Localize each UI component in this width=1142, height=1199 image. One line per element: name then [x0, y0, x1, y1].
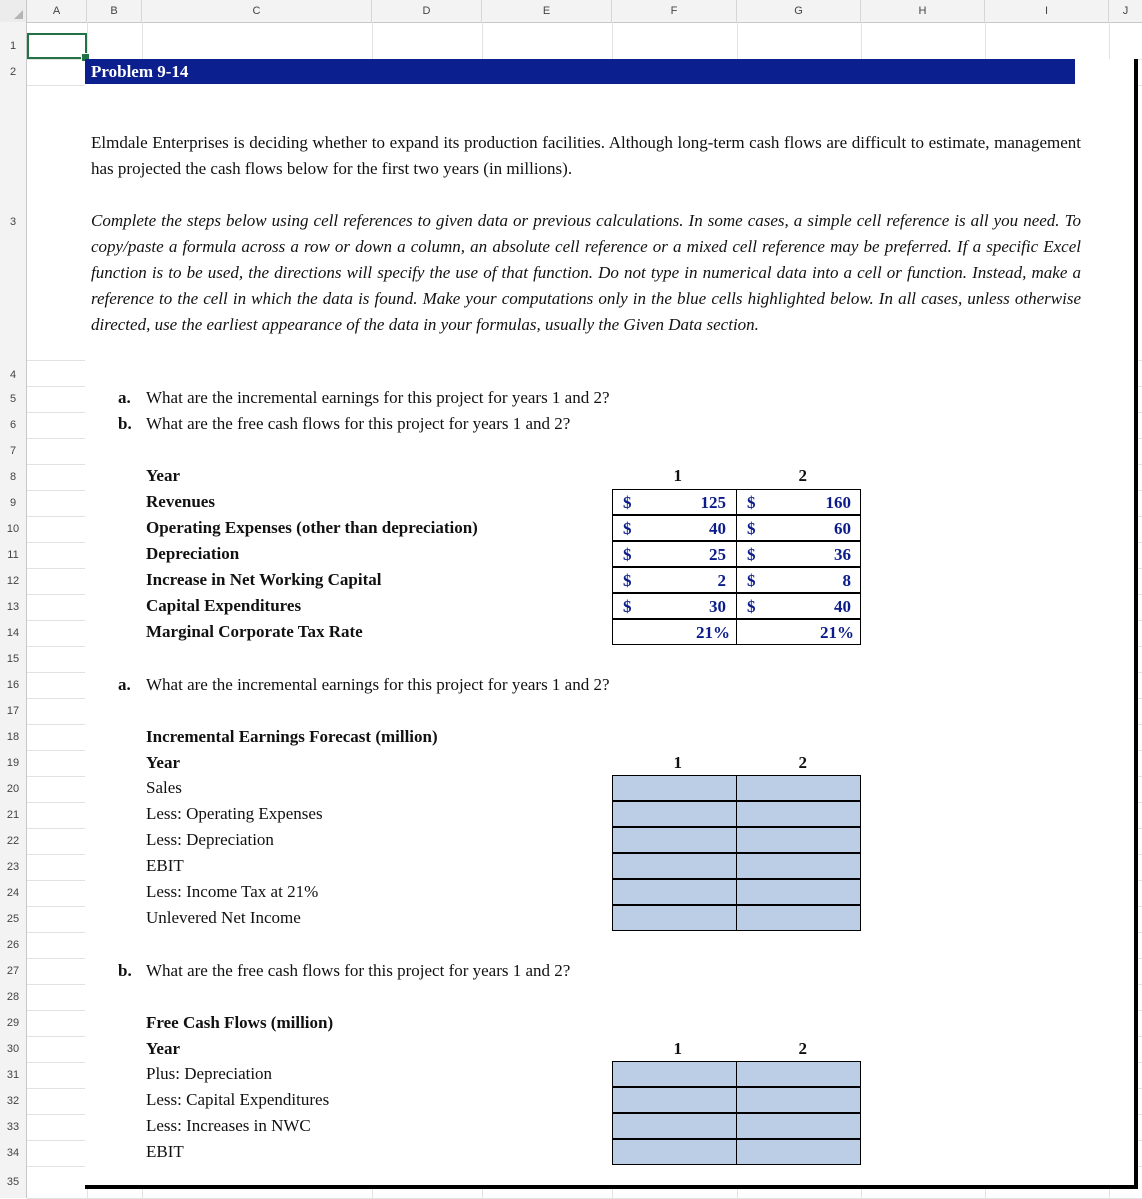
- row-header-2[interactable]: 2: [9, 66, 17, 78]
- row-header-20[interactable]: 20: [6, 783, 20, 795]
- currency-symbol: $: [623, 493, 632, 512]
- given-value: 36: [834, 545, 851, 564]
- given-year-2: 2: [798, 466, 807, 485]
- selected-cell-a1[interactable]: [27, 33, 87, 59]
- row-header-5[interactable]: 5: [9, 393, 17, 405]
- earnings-input-cell-year-2[interactable]: [736, 827, 861, 853]
- row-header-1[interactable]: 1: [9, 40, 17, 52]
- given-row-y2-cell[interactable]: [736, 593, 861, 619]
- column-header-h[interactable]: H: [861, 0, 985, 22]
- currency-symbol: $: [623, 545, 632, 564]
- earnings-row-label: Less: Operating Expenses: [146, 804, 323, 823]
- currency-symbol: $: [747, 493, 756, 512]
- fcf-input-cell-year-2[interactable]: [736, 1113, 861, 1139]
- earnings-year-label: Year: [146, 753, 180, 772]
- intro-paragraph: Elmdale Enterprises is deciding whether to expand its production facilities. Although long-term cash flows are difficult to estimate, management has projected the cash flows below for the first two years (in millions).: [91, 133, 1081, 178]
- column-header-i[interactable]: I: [985, 0, 1109, 22]
- instructions-paragraph: Complete the steps below using cell references to given data or previous calculations. In some cases, a simple cell reference is all you need. To copy/paste a formula across a row or down a column, an absolute cell reference or a mixed cell reference may be preferred. If a specific Excel function is to be used, the directions will specify the use of that function. Do not type in numerical data into a cell or function. Instead, make a reference to the cell in which the data is found. Make your computations only in the blue cells highlighted below. In all cases, unless otherwise directed, use the earliest appearance of the data in your formulas, usually the Given Data section.: [91, 211, 1081, 334]
- earnings-input-cell-year-2[interactable]: [736, 775, 861, 801]
- earnings-input-cell-year-1[interactable]: [612, 801, 737, 827]
- row-header-3[interactable]: 3: [9, 216, 17, 228]
- fcf-year-2: 2: [798, 1039, 807, 1058]
- column-header-j[interactable]: J: [1122, 5, 1129, 17]
- earnings-year-1: 1: [673, 753, 682, 772]
- given-row-label: Depreciation: [146, 544, 240, 563]
- column-header-e[interactable]: E: [482, 0, 612, 22]
- row-header-6[interactable]: 6: [9, 419, 17, 431]
- row-header-10[interactable]: 10: [6, 523, 20, 535]
- given-value: 8: [842, 571, 851, 590]
- earnings-input-cell-year-1[interactable]: [612, 853, 737, 879]
- column-header-bar: [0, 0, 1142, 23]
- column-header-b[interactable]: B: [87, 0, 142, 22]
- given-row-label: Operating Expenses (other than depreciation): [146, 518, 478, 537]
- given-year-label: Year: [146, 466, 180, 485]
- row-header-24[interactable]: 24: [6, 887, 20, 899]
- fcf-input-cell-year-2[interactable]: [736, 1139, 861, 1165]
- earnings-input-cell-year-1[interactable]: [612, 879, 737, 905]
- row-header-32[interactable]: 32: [6, 1095, 20, 1107]
- column-header-f[interactable]: F: [612, 0, 737, 22]
- row-header-13[interactable]: 13: [6, 601, 20, 613]
- column-header-d[interactable]: D: [372, 0, 482, 22]
- row-header-9[interactable]: 9: [9, 497, 17, 509]
- earnings-row-label: Less: Depreciation: [146, 830, 274, 849]
- row-header-15[interactable]: 15: [6, 653, 20, 665]
- row-header-19[interactable]: 19: [6, 757, 20, 769]
- question-a-text: What are the incremental earnings for this project for years 1 and 2?: [146, 388, 610, 407]
- row-header-17[interactable]: 17: [6, 705, 20, 717]
- row-header-30[interactable]: 30: [6, 1043, 20, 1055]
- row-header-34[interactable]: 34: [6, 1147, 20, 1159]
- column-header-g[interactable]: G: [737, 0, 861, 22]
- fcf-input-cell-year-1[interactable]: [612, 1087, 737, 1113]
- given-value: 2: [717, 571, 726, 590]
- fcf-year-1: 1: [673, 1039, 682, 1058]
- earnings-row-label: Sales: [146, 778, 182, 797]
- fcf-input-cell-year-1[interactable]: [612, 1061, 737, 1087]
- given-row-y1-cell[interactable]: [612, 593, 737, 619]
- earnings-heading: Incremental Earnings Forecast (million): [146, 727, 438, 746]
- given-row-y2-cell[interactable]: [736, 567, 861, 593]
- earnings-row-label: Unlevered Net Income: [146, 908, 301, 927]
- given-value: 125: [700, 493, 726, 512]
- row-header-27[interactable]: 27: [6, 965, 20, 977]
- row-header-29[interactable]: 29: [6, 1017, 20, 1029]
- given-row-y1-cell[interactable]: [612, 515, 737, 541]
- row-header-4[interactable]: 4: [9, 369, 17, 381]
- earnings-input-cell-year-1[interactable]: [612, 775, 737, 801]
- given-value: 160: [825, 493, 851, 512]
- row-header-22[interactable]: 22: [6, 835, 20, 847]
- given-row-y1-cell[interactable]: [612, 567, 737, 593]
- earnings-input-cell-year-1[interactable]: [612, 827, 737, 853]
- fcf-input-cell-year-2[interactable]: [736, 1087, 861, 1113]
- fcf-row-label: Plus: Depreciation: [146, 1064, 273, 1083]
- earnings-input-cell-year-2[interactable]: [736, 853, 861, 879]
- row-header-18[interactable]: 18: [6, 731, 20, 743]
- given-value: 40: [709, 519, 726, 538]
- currency-symbol: $: [623, 597, 632, 616]
- row-header-31[interactable]: 31: [6, 1069, 20, 1081]
- given-row-label: Revenues: [146, 492, 215, 511]
- fcf-row-label: Less: Increases in NWC: [146, 1116, 311, 1135]
- column-header-c[interactable]: C: [142, 0, 372, 22]
- given-row-label: Capital Expenditures: [146, 596, 302, 615]
- row-header-7[interactable]: 7: [9, 445, 17, 457]
- row-header-23[interactable]: 23: [6, 861, 20, 873]
- row-header-33[interactable]: 33: [6, 1121, 20, 1133]
- row-header-14[interactable]: 14: [6, 627, 20, 639]
- select-all-corner[interactable]: [0, 0, 27, 22]
- given-row-y2-cell[interactable]: [736, 541, 861, 567]
- given-value: 30: [709, 597, 726, 616]
- given-value: 60: [834, 519, 851, 538]
- section-a-text: What are the incremental earnings for this project for years 1 and 2?: [146, 675, 610, 694]
- fcf-year-label: Year: [146, 1039, 180, 1058]
- given-row-label: Increase in Net Working Capital: [146, 570, 382, 589]
- given-tax-year-1[interactable]: 21%: [612, 619, 737, 645]
- fcf-input-cell-year-1[interactable]: [612, 1113, 737, 1139]
- given-tax-label: Marginal Corporate Tax Rate: [146, 622, 363, 641]
- row-header-35[interactable]: 35: [6, 1176, 20, 1188]
- question-b-label: b.: [118, 414, 132, 433]
- currency-symbol: $: [623, 571, 632, 590]
- row-header-25[interactable]: 25: [6, 913, 20, 925]
- row-header-28[interactable]: 28: [6, 991, 20, 1003]
- fcf-input-cell-year-1[interactable]: [612, 1139, 737, 1165]
- fcf-heading: Free Cash Flows (million): [146, 1013, 334, 1032]
- given-tax-year-2[interactable]: 21%: [736, 619, 861, 645]
- currency-symbol: $: [747, 597, 756, 616]
- section-b-text: What are the free cash flows for this project for years 1 and 2?: [146, 961, 571, 980]
- fcf-row-label: Less: Capital Expenditures: [146, 1090, 330, 1109]
- row-header-16[interactable]: 16: [6, 679, 20, 691]
- problem-title-banner: Problem 9-14: [85, 59, 1075, 84]
- earnings-row-label: Less: Income Tax at 21%: [146, 882, 319, 901]
- fcf-input-cell-year-2[interactable]: [736, 1061, 861, 1087]
- row-header-26[interactable]: 26: [6, 939, 20, 951]
- row-header-8[interactable]: 8: [9, 471, 17, 483]
- row-header-11[interactable]: 11: [7, 549, 19, 561]
- given-row-y2-cell[interactable]: [736, 515, 861, 541]
- section-a-label: a.: [118, 675, 131, 694]
- given-value: 40: [834, 597, 851, 616]
- earnings-row-label: EBIT: [146, 856, 184, 875]
- currency-symbol: $: [623, 519, 632, 538]
- given-row-y1-cell[interactable]: [612, 489, 737, 515]
- currency-symbol: $: [747, 571, 756, 590]
- given-row-y1-cell[interactable]: [612, 541, 737, 567]
- earnings-year-2: 2: [798, 753, 807, 772]
- row-header-12[interactable]: 12: [6, 575, 20, 587]
- given-year-1: 1: [673, 466, 682, 485]
- question-a-label: a.: [118, 388, 131, 407]
- row-header-21[interactable]: 21: [6, 809, 20, 821]
- earnings-input-cell-year-1[interactable]: [612, 905, 737, 931]
- earnings-input-cell-year-2[interactable]: [736, 801, 861, 827]
- given-value: 25: [709, 545, 726, 564]
- section-b-label: b.: [118, 961, 132, 980]
- currency-symbol: $: [747, 519, 756, 538]
- earnings-input-cell-year-2[interactable]: [736, 905, 861, 931]
- question-b-text: What are the free cash flows for this project for years 1 and 2?: [146, 414, 571, 433]
- fcf-row-label: EBIT: [146, 1142, 184, 1161]
- earnings-input-cell-year-2[interactable]: [736, 879, 861, 905]
- column-header-a[interactable]: A: [27, 0, 87, 22]
- currency-symbol: $: [747, 545, 756, 564]
- given-row-y2-cell[interactable]: [736, 489, 861, 515]
